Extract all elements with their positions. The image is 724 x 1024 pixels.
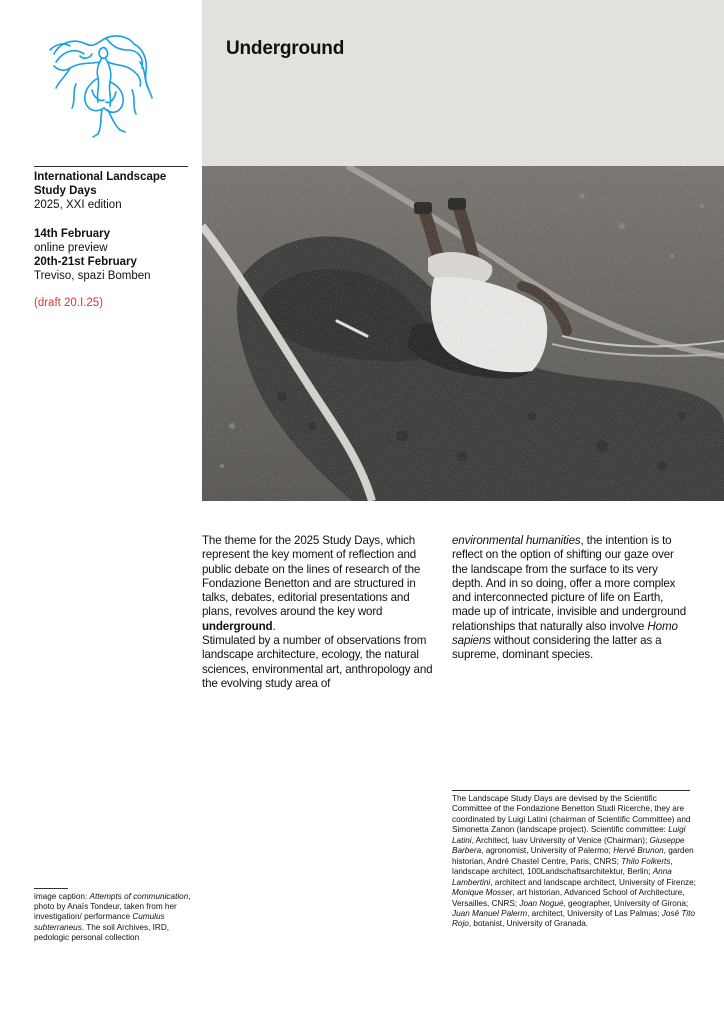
event-date-1-desc: online preview <box>34 242 108 254</box>
person-digging-photo <box>202 166 724 501</box>
image-caption <box>34 892 194 943</box>
dancing-figure-logo-icon <box>46 28 156 140</box>
body-paragraph-2-end: without considering the latter as a supreme, dominant species. <box>452 634 662 662</box>
member-name: Hervé Brunon <box>613 846 664 856</box>
intro-text-end: . <box>272 619 276 633</box>
body-paragraph-2-middle: , the intention is to reflect on the option of shifting our gaze over the landscape from the surface to its very depth. And in so doing, offer a more complex and interconnected picture of life on Earth, made up of intricate, invisible and underground relationships that naturally also involve <box>452 534 686 633</box>
member-role: , botanist, University of Granada. <box>468 919 589 929</box>
sidebar-divider <box>34 166 188 167</box>
member-role: , architect, University of Las Palmas; <box>527 908 662 918</box>
member-name: Monique Mosser <box>452 888 513 898</box>
event-edition: 2025, XXI edition <box>34 199 122 211</box>
keyword-underground: underground <box>202 619 273 633</box>
member-role: , geographer, University of Girona; <box>563 898 689 908</box>
body-text-column-1 <box>202 534 434 691</box>
term-homo-sapiens: Homo sapiens <box>452 619 678 648</box>
member-name: Joan Nogué <box>519 898 564 908</box>
page-title: Underground <box>226 38 345 59</box>
member-role: , architect and landscape architect, University of Firenze; <box>490 877 696 887</box>
committee-intro: The Landscape Study Days are devised by the Scientific Committee of the Fondazione Benetton Studi Ricerche, they are coordinated by Luigi Latini (chairman of Scientific Committee) and Simonetta Zanon (landscape project). <box>452 794 691 835</box>
member-name: Giuseppe Barbera <box>452 835 685 856</box>
member-role: , garden historian, André Chastel Centre, Paris, CNRS; <box>452 846 694 866</box>
event-venue: Treviso, spazi Bomben <box>34 270 151 282</box>
event-date-2: 20th-21st February <box>34 256 137 268</box>
caption-performance-title: Cumulus subterraneus <box>34 912 165 932</box>
event-name-line1: International Landscape <box>34 171 167 183</box>
member-role: , Architect, Iuav University of Venice (Chairman); <box>471 835 650 845</box>
draft-label: (draft 20.I.25) <box>34 297 104 309</box>
caption-divider <box>34 888 68 889</box>
term-environmental-humanities: environmental humanities <box>452 534 581 547</box>
member-name: Thilo Folkerts <box>621 856 671 866</box>
committee-divider <box>452 790 690 791</box>
member-role: , art historian, Advanced School of Architecture, Versailles, CNRS; <box>452 888 685 908</box>
committee-label: Scientific committee: <box>590 825 669 835</box>
scientific-committee <box>452 794 698 930</box>
caption-source: . The soil Archives, IRD, pedologic personal collection <box>34 922 170 942</box>
caption-credit: , photo by Anaïs Tondeur, taken from her investigation/ performance <box>34 892 191 922</box>
body-paragraph-2-start: Stimulated by a number of observations from landscape architecture, ecology, the natural sciences, environmental art, anthropology and the evolving study area of <box>202 634 433 690</box>
member-role: , landscape architect, 100Landschaftsarchitektur, Berlin; <box>452 856 673 877</box>
member-role: , agronomist, University of Palermo; <box>481 846 614 856</box>
member-name: Luigi Latini <box>452 825 686 845</box>
caption-prefix: image caption: <box>34 892 90 901</box>
intro-text: The theme for the 2025 Study Days, which represent the key moment of reflection and public debate on the lines of research of the Fondazione Benetton and are structured in talks, debates, editorial presentations and plans, revolves around the key word <box>202 534 421 619</box>
member-name: José Tito Rojo <box>452 908 695 929</box>
title-band <box>202 0 724 166</box>
body-text-column-2 <box>452 534 688 663</box>
event-date-1: 14th February <box>34 228 111 240</box>
caption-work-title: Attempts of communication <box>89 892 189 901</box>
member-name: Anna Lambertini <box>452 867 672 887</box>
event-info <box>34 170 194 310</box>
member-name: Juan Manuel Palerm <box>452 908 528 918</box>
event-name-line2: Study Days <box>34 185 97 197</box>
